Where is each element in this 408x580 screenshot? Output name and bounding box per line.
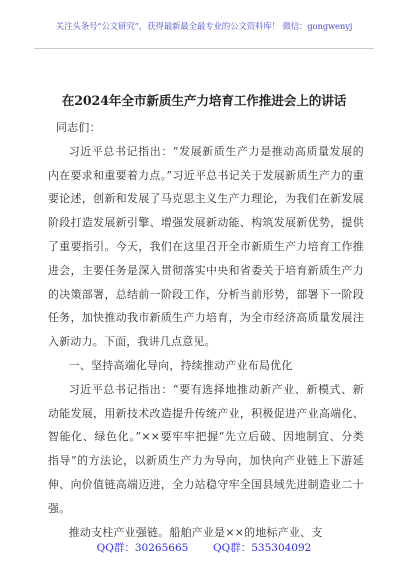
header-divider [34, 48, 374, 49]
document-body [48, 116, 364, 544]
body-paragraph: 推动支柱产业强链。船舶产业是××的地标产业、支 [68, 525, 323, 539]
document-title: 在2024年全市新质生产力培育工作推进会上的讲话 [61, 93, 347, 108]
footer-qq-group-1: QQ群：30265665 [96, 542, 189, 554]
salutation: 同志们： [56, 121, 101, 134]
body-paragraph: 习近平总书记指出：“发展新质生产力是推动高质量发展的内在要求和重要着力点。”习近平总书记关于发展新质生产力的重要论述，创新和发展了马克思主义生产力理论，为我们在新发展阶段打造发展新引擎、增强发展新动能、构筑发展新优势，提供了重要指引。今天，我们在这里召开全市新质生产力培育工作推进会，主要任务是深入贯彻落实中央和省委关于培育新质生产力的决策部署，总结前一阶段工作，分析当前形势，部署下一阶段任务，加快推动我市新质生产力培育，为全市经济高质量发展注入新动力。下面，我讲几点意见。 [48, 144, 364, 349]
body-paragraph: 习近平总书记指出：“要有选择地推动新产业、新模式、新动能发展，用新技术改造提升传统产业，积极促进产业高端化、智能化、绿色化。”××要牢牢把握“先立后破、因地制宜、分类指导”的方法论，以新质生产力为导向，加快向产业链上下游延伸、向价值链高端迈进，全力站稳守牢全国县域先进制造业二十强。 [48, 382, 364, 515]
header-notice: 关注头条号“公文研究”，获得最新最全最专业的公文资料库！ 微信：gongwenyj [55, 22, 353, 32]
footer-contact [0, 538, 408, 558]
footer-qq-group-2: QQ群：535304092 [213, 542, 312, 554]
section-heading: 一、坚持高端化导向，持续推动产业布局优化 [68, 358, 293, 372]
